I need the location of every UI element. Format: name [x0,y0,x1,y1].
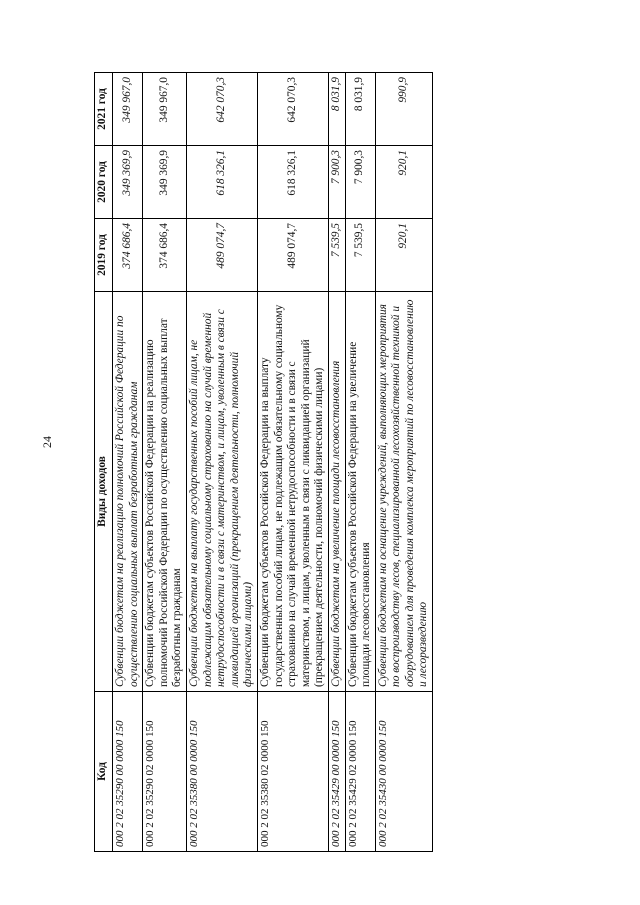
row-code: 000 2 02 35429 02 0000 150 [345,692,375,852]
header-2020: 2020 год [95,146,113,219]
table-header-row [95,73,113,852]
table-row [375,73,432,852]
header-2019: 2019 год [95,219,113,292]
row-value-2020: 7 900,3 [345,146,375,219]
rotated-table-container [94,72,554,852]
row-value-2021: 349 967,0 [113,73,143,146]
row-value-2020: 920,1 [375,146,432,219]
header-code: Код [95,692,113,852]
header-description: Виды доходов [95,292,113,692]
row-code: 000 2 02 35290 02 0000 150 [143,692,187,852]
row-description: Субвенции бюджетам субъектов Российской Федерации на реализацию полномочий Российской Федерации по осуществлению социальных выплат безработным гражданам [143,292,187,692]
row-value-2021: 642 070,3 [257,73,328,146]
row-value-2020: 349 369,9 [143,146,187,219]
row-value-2020: 618 326,1 [186,146,257,219]
row-value-2019: 920,1 [375,219,432,292]
row-description: Субвенции бюджетам на реализацию полномочий Российской Федерации по осуществлению социальных выплат безработным гражданам [113,292,143,692]
row-value-2021: 8 031,9 [345,73,375,146]
row-value-2020: 7 900,3 [328,146,345,219]
row-code: 000 2 02 35380 02 0000 150 [257,692,328,852]
row-description: Субвенции бюджетам на увеличение площади лесовосстановления [328,292,345,692]
row-description: Субвенции бюджетам на оснащение учреждений, выполняющих мероприятия по воспроизводству лесов, специализированной лесохозяйственной техникой и оборудованием для проведения комплекса мероприятий по лесовосстановлению и лесоразведению [375,292,432,692]
row-description: Субвенции бюджетам на выплату государственных пособий лицам, не подлежащим обязательному социальному страхованию на случай временной нетрудоспособности и в связи с материнством, и лицам, уволенным в связи с ликвидацией организаций (прекращением деятельности, полномочий физическими лицами) [186,292,257,692]
row-value-2019: 7 539,5 [345,219,375,292]
row-value-2019: 374 686,4 [113,219,143,292]
row-value-2019: 374 686,4 [143,219,187,292]
row-value-2019: 7 539,5 [328,219,345,292]
row-value-2021: 642 070,3 [186,73,257,146]
header-2021: 2021 год [95,73,113,146]
table-row [143,73,187,852]
row-value-2021: 8 031,9 [328,73,345,146]
row-code: 000 2 02 35429 00 0000 150 [328,692,345,852]
table-row [345,73,375,852]
table-row [186,73,257,852]
table-row [113,73,143,852]
row-value-2019: 489 074,7 [257,219,328,292]
row-code: 000 2 02 35430 00 0000 150 [375,692,432,852]
income-table [94,72,433,852]
row-code: 000 2 02 35380 00 0000 150 [186,692,257,852]
table-row [257,73,328,852]
row-value-2021: 349 967,0 [143,73,187,146]
row-value-2020: 349 369,9 [113,146,143,219]
page-number: 24 [40,436,54,448]
table-row [328,73,345,852]
row-description: Субвенции бюджетам субъектов Российской Федерации на увеличение площади лесовосстановления [345,292,375,692]
row-value-2019: 489 074,7 [186,219,257,292]
row-value-2021: 990,9 [375,73,432,146]
row-value-2020: 618 326,1 [257,146,328,219]
row-description: Субвенции бюджетам субъектов Российской Федерации на выплату государственных пособий лицам, не подлежащим обязательному социальному страхованию на случай временной нетрудоспособности и в связи с материнством, и лицам, уволенным в связи с ликвидацией организаций (прекращением деятельности, полномочий физическими лицами) [257,292,328,692]
row-code: 000 2 02 35290 00 0000 150 [113,692,143,852]
